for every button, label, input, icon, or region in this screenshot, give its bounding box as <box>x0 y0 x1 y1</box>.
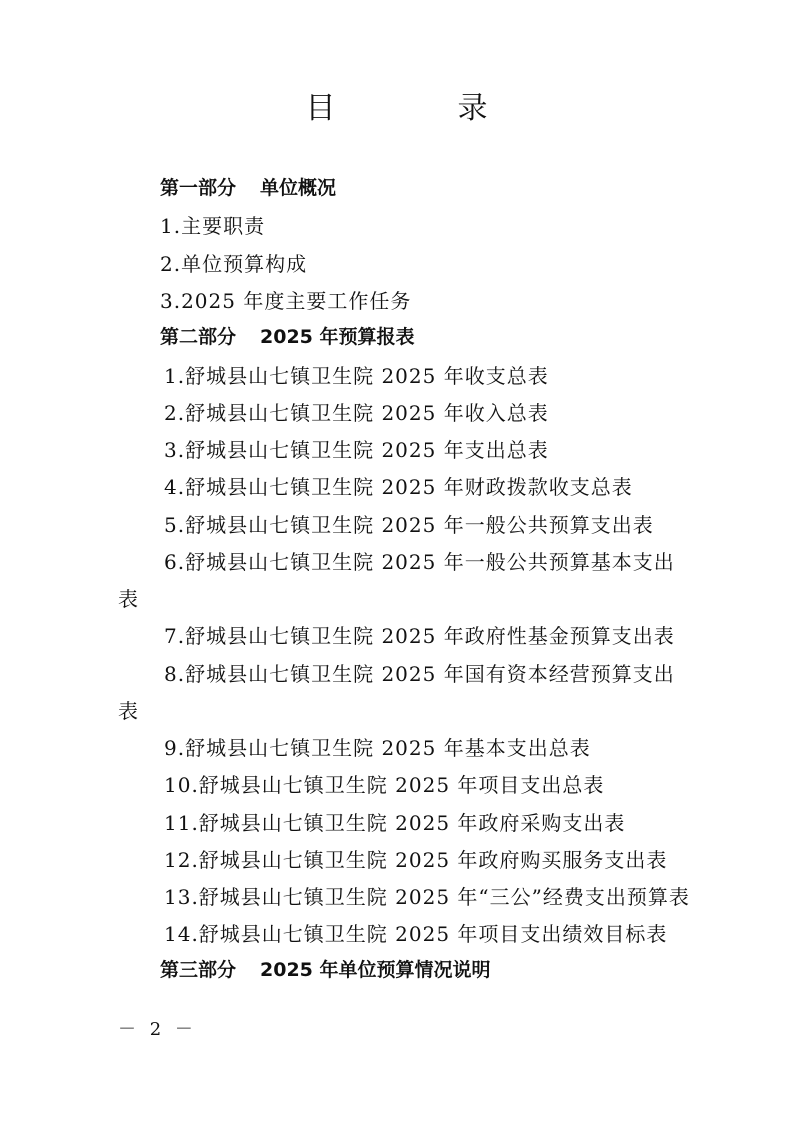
toc-item[interactable]: 2.单位预算构成 <box>160 252 308 276</box>
toc-item[interactable]: 3.舒城县山七镇卫生院 2025 年支出总表 <box>164 438 549 462</box>
toc-item[interactable]: 1.舒城县山七镇卫生院 2025 年收支总表 <box>164 364 549 388</box>
page-title: 目 录 <box>305 91 534 126</box>
toc-item[interactable]: 4.舒城县山七镇卫生院 2025 年财政拨款收支总表 <box>164 475 633 499</box>
toc-part-label: 第三部分 <box>160 959 237 981</box>
toc-item[interactable]: 13.舒城县山七镇卫生院 2025 年“三公”经费支出预算表 <box>164 885 690 909</box>
toc-part-label: 第一部分 <box>160 177 237 199</box>
toc-item[interactable]: 9.舒城县山七镇卫生院 2025 年基本支出总表 <box>164 736 591 760</box>
toc-item-wrap[interactable]: 表 <box>118 699 139 723</box>
toc-part-label: 第二部分 <box>160 326 237 348</box>
toc-part-1-heading[interactable] <box>160 174 336 202</box>
toc-item[interactable]: 1.主要职责 <box>160 214 266 238</box>
page-number: － 2 － <box>118 1019 197 1040</box>
toc-item[interactable]: 12.舒城县山七镇卫生院 2025 年政府购买服务支出表 <box>164 848 668 872</box>
toc-item-wrap[interactable]: 表 <box>118 587 139 611</box>
toc-item[interactable]: 6.舒城县山七镇卫生院 2025 年一般公共预算基本支出 <box>164 550 675 574</box>
toc-part-3-heading[interactable] <box>160 956 491 984</box>
toc-item[interactable]: 3.2025 年度主要工作任务 <box>160 289 412 313</box>
toc-item[interactable]: 7.舒城县山七镇卫生院 2025 年政府性基金预算支出表 <box>164 624 675 648</box>
toc-part-title: 2025 年单位预算情况说明 <box>260 959 491 981</box>
toc-item[interactable]: 5.舒城县山七镇卫生院 2025 年一般公共预算支出表 <box>164 513 654 537</box>
toc-item[interactable]: 2.舒城县山七镇卫生院 2025 年收入总表 <box>164 401 549 425</box>
toc-item[interactable]: 14.舒城县山七镇卫生院 2025 年项目支出绩效目标表 <box>164 922 668 946</box>
toc-part-title: 2025 年预算报表 <box>260 326 415 348</box>
toc-part-2-heading[interactable] <box>160 323 415 351</box>
toc-item[interactable]: 8.舒城县山七镇卫生院 2025 年国有资本经营预算支出 <box>164 662 675 686</box>
toc-item[interactable]: 11.舒城县山七镇卫生院 2025 年政府采购支出表 <box>164 811 626 835</box>
toc-item[interactable]: 10.舒城县山七镇卫生院 2025 年项目支出总表 <box>164 773 605 797</box>
toc-part-title: 单位概况 <box>260 177 337 199</box>
